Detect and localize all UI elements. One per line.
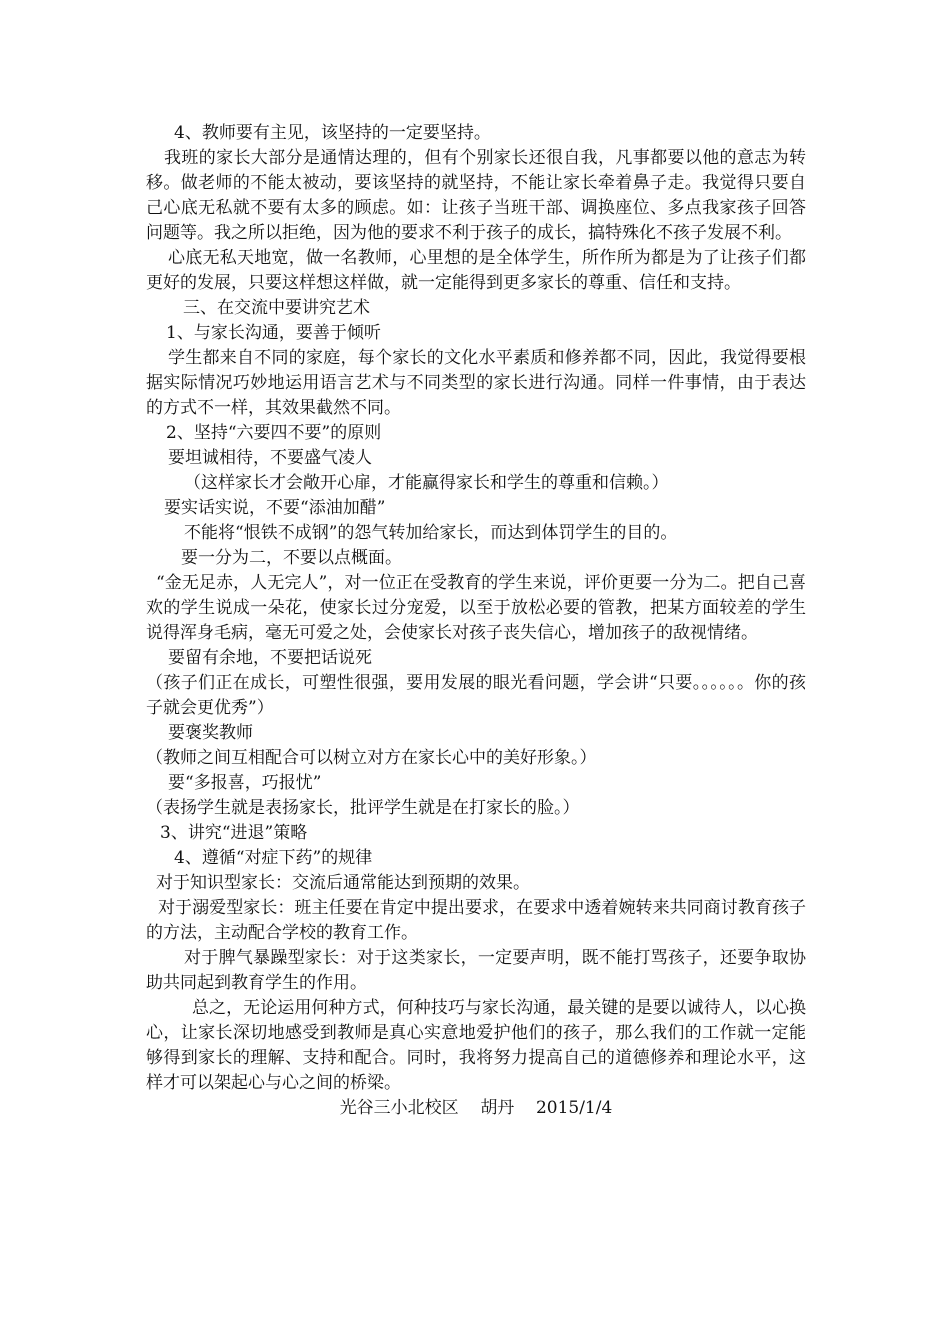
subheading-3: 3、讲究“进退”策略 — [160, 823, 308, 843]
paragraph-listen: 学生都来自不同的家庭，每个家长的文化水平素质和修养都不同，因此，我觉得要根据实际情况巧妙地运用语言艺术与不同类型的家长进行沟通。同样一件事情，由于表达的方式不一样，其效果截然不同。 — [146, 348, 806, 418]
rule-6-note: （表扬学生就是表扬家长，批评学生就是在打家长的脸。） — [146, 798, 580, 818]
paragraph-2: 我班的家长大部分是通情达理的，但有个别家长还很自我，凡事都要以他的意志为转移。做老师的不能太被动，要该坚持的就坚持，不能让家长牵着鼻子走。我觉得只要自己心底无私就不要有太多的顾虑。如：让孩子当班干部、调换座位、多点我家孩子回答问题等。我之所以拒绝，因为他的要求不利于孩子的成长，搞特殊化不孩子发展不利。 — [146, 148, 806, 243]
rule-6: 要“多报喜，巧报忧” — [168, 773, 322, 793]
rule-5-note: （教师之间互相配合可以树立对方在家长心中的美好形象。） — [146, 748, 597, 768]
rule-2-note: 不能将“恨铁不成钢”的怨气转加给家长，而达到体罚学生的目的。 — [184, 523, 678, 543]
subheading-2: 2、坚持“六要四不要”的原则 — [166, 423, 382, 443]
conclusion-paragraph: 总之，无论运用何种方式，何种技巧与家长沟通，最关键的是要以诚待人，以心换心，让家长深切地感受到教师是真心实意地爱护他们的孩子，那么我们的工作就一定能够得到家长的理解、支持和配合。同时，我将努力提高自己的道德修养和理论水平，这样才可以架起心与心之间的桥梁。 — [146, 998, 806, 1093]
parent-type-temper: 对于脾气暴躁型家长：对于这类家长，一定要声明，既不能打骂孩子，还要争取协助共同起到教育学生的作用。 — [146, 948, 806, 993]
subheading-4: 4、遵循“对症下药”的规律 — [174, 848, 373, 868]
rule-3: 要一分为二，不要以点概面。 — [181, 548, 402, 568]
rule-4-note: （孩子们正在成长，可塑性很强，要用发展的眼光看问题，学会讲“只要。。。。。。你的孩子就会更优秀”） — [146, 673, 806, 718]
rule-1-note: （这样家长才会敞开心扉，才能赢得家长和学生的尊重和信赖。） — [184, 473, 669, 493]
parent-type-doting: 对于溺爱型家长：班主任要在肯定中提出要求，在要求中透着婉转来共同商讨教育孩子的方法，主动配合学校的教育工作。 — [146, 898, 806, 943]
parent-type-knowledge: 对于知识型家长：交流后通常能达到预期的效果。 — [156, 873, 530, 893]
signature-date: 2015/1/4 — [535, 1098, 613, 1118]
signature-author: 胡丹 — [480, 1098, 515, 1118]
signature-line — [146, 1096, 806, 1121]
rule-2: 要实话实说，不要“添油加醋” — [164, 498, 386, 518]
paragraph-3: 心底无私天地宽，做一名教师，心里想的是全体学生，所作所为都是为了让孩子们都更好的发展，只要这样想这样做，就一定能得到更多家长的尊重、信任和支持。 — [146, 248, 806, 293]
rule-3-note: “金无足赤，人无完人”，对一位正在受教育的学生来说，评价更要一分为二。把自己喜欢的学生说成一朵花，使家长过分宠爱，以至于放松必要的管教，把某方面较差的学生说得浑身毛病，毫无可爱之处，会使家长对孩子丧失信心，增加孩子的敌视情绪。 — [146, 573, 806, 643]
signature-school: 光谷三小北校区 — [339, 1098, 459, 1118]
rule-1: 要坦诚相待，不要盛气凌人 — [168, 448, 372, 468]
rule-4: 要留有余地，不要把话说死 — [168, 648, 372, 668]
paragraph-1: 4、教师要有主见，该坚持的一定要坚持。 — [174, 123, 491, 143]
rule-5: 要褒奖教师 — [168, 723, 253, 743]
document-page — [146, 121, 806, 1121]
section-heading-3: 三、在交流中要讲究艺术 — [183, 298, 370, 318]
subheading-1: 1、与家长沟通，要善于倾听 — [166, 323, 381, 343]
